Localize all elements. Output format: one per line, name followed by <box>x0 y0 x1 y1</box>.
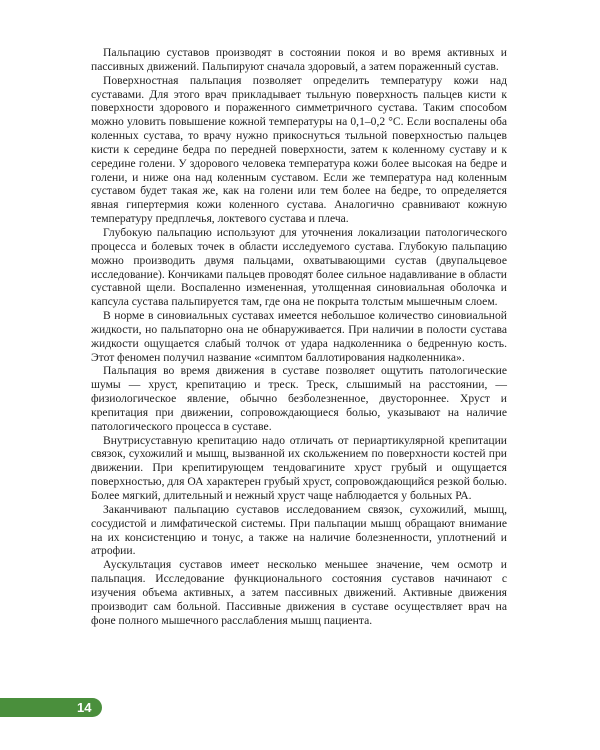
paragraph: Заканчивают пальпацию суставов исследованием связок, сухожилий, мышц, сосудистой и лимфатической системы. При пальпации мышц обращают внимание на их консистенцию и тонус, а также на наличие болезненности, уплотнений и атрофии. <box>91 502 507 558</box>
paragraph: Пальпация во время движения в суставе позволяет ощутить патологические шумы — хруст, крепитацию и треск. Треск, слышимый на расстоянии, — физиологическое явление, обычно безболезненное, двустороннее. Хруст и крепитация при движении, сопровождающиеся болью, указывают на наличие патологического процесса в суставе. <box>91 364 507 433</box>
body-text <box>91 46 507 627</box>
paragraph: Пальпацию суставов производят в состоянии покоя и во время активных и пассивных движений. Пальпируют сначала здоровый, а затем пораженный сустав. <box>91 46 507 73</box>
paragraph: Поверхностная пальпация позволяет определить температуру кожи над суставами. Для этого врач прикладывает тыльную поверхность пальцев кисти к поверхности здорового и пораженного симметричного сустава. Таким способом можно уловить повышение кожной температуры на 0,1–0,2 °С. Если воспалены оба коленных сустава, то врачу нужно прикоснуться тыльной поверхностью пальцев кисти к середине бедра по передней поверхности, затем к коленному суставу и к середине голени. У здорового человека температура кожи более высокая на бедре и голени, и ниже она над коленным суставом. Если же температура над коленным суставом будет такая же, как на голени или тем более на бедре, то определяется явная гипертермия кожи коленного сустава. Аналогично сравнивают кожную температуру предплечья, локтевого сустава и плеча. <box>91 73 507 226</box>
page-number-tab <box>0 698 102 717</box>
paragraph: Аускультация суставов имеет несколько меньшее значение, чем осмотр и пальпация. Исследование функционального состояния суставов начинают с изучения объема активных, а затем пассивных движений. Активные движения производит сам больной. Пассивные движения в суставе осуществляет врач на фоне полного мышечного расслабления мышц пациента. <box>91 558 507 627</box>
paragraph: В норме в синовиальных суставах имеется небольшое количество синовиальной жидкости, но пальпаторно она не обнаруживается. При наличии в полости сустава жидкости ощущается слабый толчок от удара надколенника о бедренную кость. Этот феномен получил название «симптом баллотирования надколенника». <box>91 309 507 364</box>
paragraph: Глубокую пальпацию используют для уточнения локализации патологического процесса и болевых точек в области исследуемого сустава. Глубокую пальпацию можно производить двумя пальцами, охватывающими сустав (двупальцевое исследование). Кончиками пальцев проводят более сильное надавливание в области суставной щели. Воспаленно измененная, утолщенная синовиальная оболочка и капсула сустава пальпируется там, где она не покрыта толстым мышечным слоем. <box>91 225 507 309</box>
paragraph: Внутрисуставную крепитацию надо отличать от периартикулярной крепитации связок, сухожилий и мышц, вызванной их скольжением по поверхности костей при движении. При крепитирующем тендовагините хруст грубый и ощущается поверхностью, для ОА характерен грубый хруст, сопровождающийся резкой болью. Более мягкий, длительный и нежный хруст чаще наблюдается у больных РА. <box>91 433 507 502</box>
page-number: 14 <box>77 700 92 715</box>
